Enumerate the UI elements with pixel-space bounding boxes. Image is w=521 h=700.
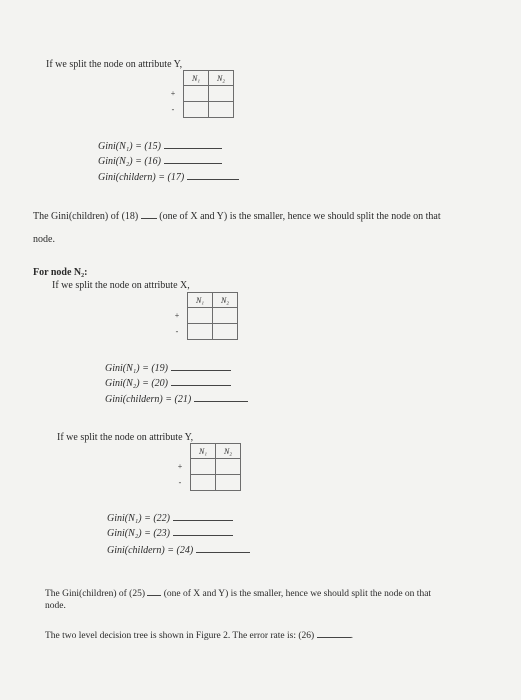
table-cell (213, 324, 238, 340)
split-y-table (163, 70, 234, 118)
split-y-intro: If we split the node on attribute Y, (46, 59, 183, 70)
table-col-n1: N₁ (191, 444, 216, 459)
table-col-n2: N₂ (216, 444, 241, 459)
table-row-plus: + (170, 89, 176, 98)
error-rate-text: The two level decision tree is shown in Figure 2. The error rate is: (26) (45, 631, 315, 641)
answer-blank-22[interactable] (173, 512, 233, 521)
gini-n1-line (98, 140, 222, 153)
split-x-table (167, 292, 238, 340)
gini-x-n2-line (105, 377, 231, 390)
gini-n2: Gini(N₂) = (16) (98, 156, 161, 167)
table-row-minus: - (171, 105, 175, 114)
table-cell (191, 475, 216, 491)
conclusion-1-end: node. (33, 234, 55, 245)
answer-blank-26[interactable] (317, 629, 351, 638)
table-cell (188, 324, 213, 340)
table-cell (184, 102, 209, 118)
answer-blank-15[interactable] (164, 140, 222, 149)
answer-blank-17[interactable] (187, 171, 239, 180)
gini-x-children: Gini(childern) = (21) (105, 394, 192, 405)
table-cell (188, 308, 213, 324)
split-y2-table (170, 443, 241, 491)
table-cell (184, 86, 209, 102)
table-cell (213, 308, 238, 324)
conclusion-1-prefix: The Gini(children) of (18) (33, 211, 139, 222)
answer-blank-25[interactable] (147, 587, 161, 596)
split-y2-intro: If we split the node on attribute Y, (57, 432, 194, 443)
table-row-minus: - (178, 478, 182, 487)
answer-blank-18[interactable] (141, 210, 157, 219)
conclusion-2-middle: (one of X and Y) is the smaller, hence we should split the node on that (163, 589, 432, 599)
error-rate-line (45, 629, 353, 643)
gini-y-n1: Gini(N₁) = (22) (107, 513, 170, 524)
gini-x-n2: Gini(N₂) = (20) (105, 378, 168, 389)
table-col-n2: N₂ (213, 293, 238, 308)
answer-blank-20[interactable] (171, 377, 231, 386)
answer-blank-21[interactable] (194, 393, 248, 402)
gini-y-n2-line (107, 527, 233, 540)
table-cell (216, 459, 241, 475)
conclusion-2-end: node. (45, 601, 66, 611)
table-cell (191, 459, 216, 475)
gini-children-line (98, 171, 239, 184)
table-row-minus: - (175, 327, 179, 336)
conclusion-1-line (33, 210, 441, 223)
table-col-n1: N₁ (188, 293, 213, 308)
table-cell (216, 475, 241, 491)
answer-blank-19[interactable] (171, 362, 231, 371)
table-row-plus: + (174, 311, 180, 320)
table-cell (209, 102, 234, 118)
gini-x-n1: Gini(N₁) = (19) (105, 363, 168, 374)
gini-y-children: Gini(childern) = (24) (107, 545, 194, 556)
answer-blank-16[interactable] (164, 155, 222, 164)
gini-n2-line (98, 155, 222, 168)
gini-y-children-line (107, 544, 250, 557)
table-col-n2: N₂ (209, 71, 234, 86)
error-rate-period: . (350, 631, 353, 641)
gini-children: Gini(childern) = (17) (98, 172, 185, 183)
gini-x-n1-line (105, 362, 231, 375)
answer-blank-23[interactable] (173, 527, 233, 536)
table-col-n1: N₁ (184, 71, 209, 86)
gini-y-n2: Gini(N₂) = (23) (107, 528, 170, 539)
node-n2-heading: For node N₂: (33, 267, 88, 278)
conclusion-1-middle: (one of X and Y) is the smaller, hence we should split the node on that (159, 211, 441, 222)
conclusion-2-line (45, 587, 431, 601)
answer-blank-24[interactable] (196, 544, 250, 553)
split-x-intro: If we split the node on attribute X, (52, 280, 190, 291)
table-cell (209, 86, 234, 102)
table-row-plus: + (177, 462, 183, 471)
conclusion-2-prefix: The Gini(children) of (25) (45, 589, 145, 599)
gini-n1: Gini(N₁) = (15) (98, 141, 161, 152)
gini-y-n1-line (107, 512, 233, 525)
gini-x-children-line (105, 393, 248, 406)
